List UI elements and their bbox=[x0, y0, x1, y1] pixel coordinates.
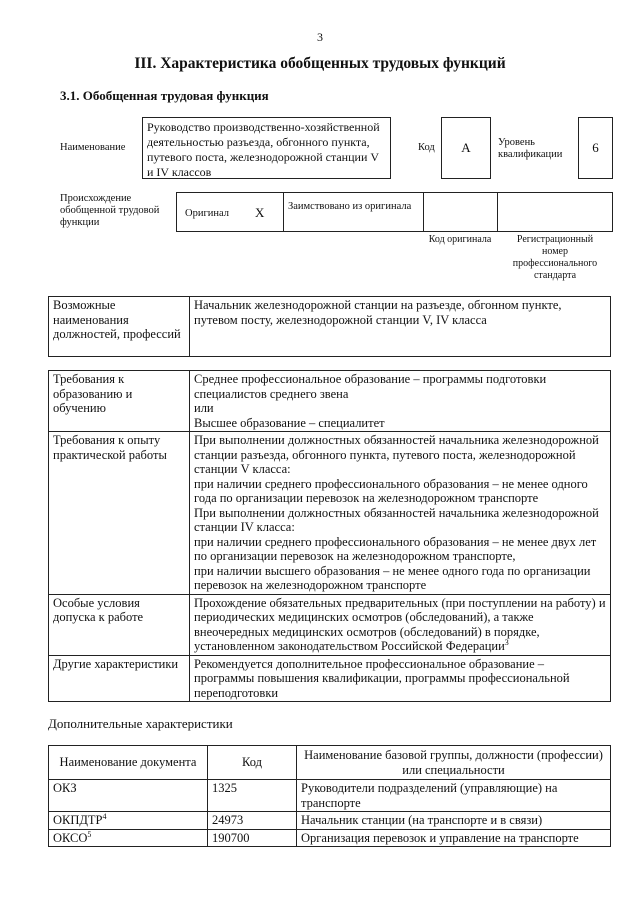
row-code: 1325 bbox=[208, 780, 297, 812]
positions-table bbox=[48, 296, 611, 357]
education-value: Среднее профессиональное образование – программы подготовки специалистов среднего звена или Высшее образование – специалитет bbox=[190, 371, 611, 432]
other-label: Другие характеристики bbox=[49, 655, 190, 702]
row-code: 190700 bbox=[208, 829, 297, 847]
origin-label: Происхождение обобщенной трудовой функции bbox=[60, 193, 160, 228]
row-name: Начальник станции (на транспорте и в связи) bbox=[297, 812, 611, 830]
original-label: Оригинал bbox=[185, 208, 229, 219]
reg-number-caption: Регистрационный номер профессионального стандарта bbox=[512, 234, 598, 281]
header-code: Код bbox=[208, 746, 297, 780]
page-number: 3 bbox=[317, 30, 323, 44]
experience-value: При выполнении должностных обязанностей начальника железнодорожной станции разъезда, обгонного пункта, путевого поста, железнодорожной станции V класса: при наличии среднего профессионального образования – не менее одного года по организации перевозок на железнодорожном транспорте При выполнении должностных обязанностей начальника железнодорожной станции IV класса: при наличии среднего профессионального образования – не менее двух лет по организации перевозок на железнодорожном транспорте, при наличии высшего образования – не менее одного года по организации перевозок на железнодорожном транспорте bbox=[190, 432, 611, 595]
subsection-title: 3.1. Обобщенная трудовая функция bbox=[60, 88, 269, 103]
origin-divider-2 bbox=[423, 193, 424, 231]
function-name-box: Руководство производственно-хозяйственной деятельностью разъезда, обгонного пункта, путевого поста, железнодорожной станции V и IV классов bbox=[142, 117, 391, 179]
origin-divider-3 bbox=[497, 193, 498, 231]
requirements-table bbox=[48, 370, 611, 702]
code-original-caption: Код оригинала bbox=[428, 234, 492, 245]
positions-label: Возможные наименования должностей, профессий bbox=[49, 297, 190, 357]
section-title: III. Характеристика обобщенных трудовых функций bbox=[134, 55, 506, 72]
origin-divider-1 bbox=[283, 193, 284, 231]
row-name: Руководители подразделений (управляющие) на транспорте bbox=[297, 780, 611, 812]
level-value-box: 6 bbox=[578, 117, 613, 179]
additional-title: Дополнительные характеристики bbox=[48, 716, 233, 731]
positions-value: Начальник железнодорожной станции на разъезде, обгонном пункте, путевом посту, железнодорожной станции V, IV класса bbox=[190, 297, 611, 357]
row-name: Организация перевозок и управление на транспорте bbox=[297, 829, 611, 847]
additional-table bbox=[48, 745, 611, 847]
admission-value: Прохождение обязательных предварительных (при поступлении на работу) и периодических медицинских осмотров (обследований), а также внеочередных медицинских осмотров (обследований) в порядке, установленном законодательством Российской Федерации$^3$ bbox=[190, 594, 611, 655]
education-label: Требования к образованию и обучению bbox=[49, 371, 190, 432]
footnote-3: 3 bbox=[504, 637, 509, 647]
other-value: Рекомендуется дополнительное профессиональное образование – программы повышения квалификации, программы профессиональной переподготовки bbox=[190, 655, 611, 702]
code-label: Код bbox=[418, 142, 435, 153]
header-group: Наименование базовой группы, должности (профессии) или специальности bbox=[297, 746, 611, 780]
name-label: Наименование bbox=[60, 142, 126, 153]
code-value-box: A bbox=[441, 117, 491, 179]
original-mark: X bbox=[255, 205, 265, 220]
level-label: Уровень квалификации bbox=[498, 137, 563, 160]
row-doc: ОКПДТР$^4$ bbox=[49, 812, 208, 830]
row-doc: ОКЗ bbox=[49, 780, 208, 812]
row-code: 24973 bbox=[208, 812, 297, 830]
header-document: Наименование документа bbox=[49, 746, 208, 780]
experience-label: Требования к опыту практической работы bbox=[49, 432, 190, 595]
borrowed-label: Заимствовано из оригинала bbox=[288, 201, 412, 212]
admission-label: Особые условия допуска к работе bbox=[49, 594, 190, 655]
origin-box bbox=[176, 192, 613, 232]
row-doc: ОКСО$^5$ bbox=[49, 829, 208, 847]
